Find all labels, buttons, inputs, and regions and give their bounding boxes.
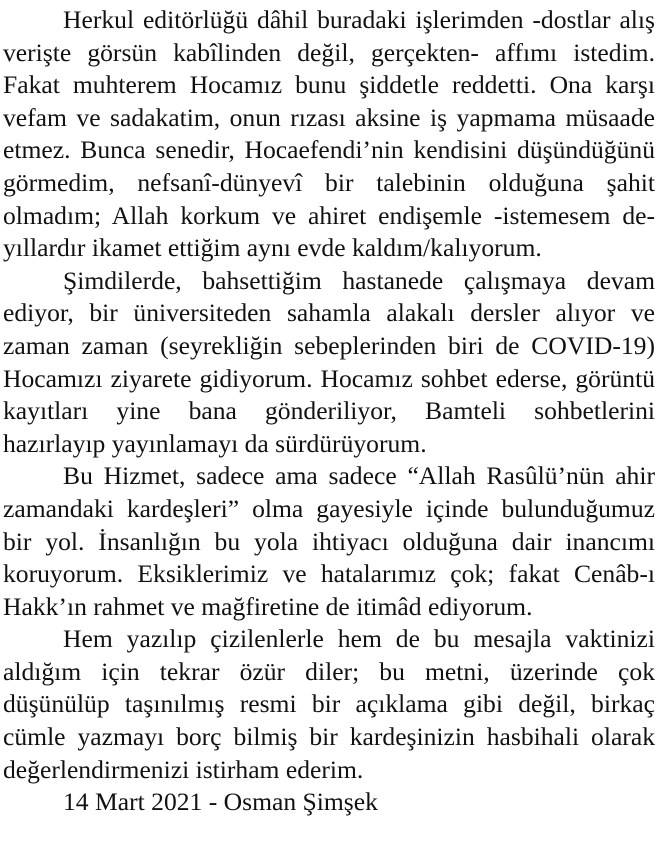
paragraph: Bu Hizmet, sadece ama sadece “Allah Rasûlü’nün ahir zamandaki kardeşleri” olma gayesiyle içinde bulunduğumuz bir yol. İnsanlığın bu yola ihtiyacı olduğuna dair inancımı koruyorum. Eksiklerimiz ve hatalarımız çok; fakat Cenâb-ı Hakk’ın rahmet ve mağfiretine de itimâd ediyorum. [3, 461, 655, 621]
paragraph: Herkul editörlüğü dâhil buradaki işlerimden -dostlar alış verişte görsün kabîlinden değil, gerçekten- affımı istedim. Fakat muhterem Hocamız bunu şiddetle reddetti. Ona karşı vefam ve sadakatim, onun rızası aksine iş yapmama müsaade etmez. Bunca senedir, Hocaefendi’nin kendisini düşündüğünü görmedim, nefsanî-dünyevî bir talebinin olduğuna şahit olmadım; Allah korkum ve ahiret endişemle -istemesem de- yıllardır ikamet ettiğim aynı evde kaldım/kalıyorum. [3, 5, 655, 263]
paragraph: Şimdilerde, bahsettiğim hastanede çalışmaya devam ediyor, bir üniversiteden sahamla alakalı dersler alıyor ve zaman zaman (seyrekliğin sebeplerinden biri de COVID-19) Hocamızı ziyarete gidiyorum. Hocamız sohbet ederse, görüntü kayıtları yine bana gönderiliyor, Bamteli sohbetlerini hazırlayıp yayınlamayı da sürdürüyorum. [3, 265, 655, 458]
date-signature-line: 14 Mart 2021 - Osman Şimşek [63, 787, 378, 817]
document-page [3, 4, 655, 819]
paragraph: Hem yazılıp çizilenlerle hem de bu mesajla vaktinizi aldığım için tekrar özür diler; bu metni, üzerinde çok düşünülüp taşınılmış resmi bir açıklama gibi değil, birkaç cümle yazmayı borç bilmiş bir kardeşinizin hasbihali olarak değerlendirmenizi istirham ederim. [3, 624, 655, 784]
